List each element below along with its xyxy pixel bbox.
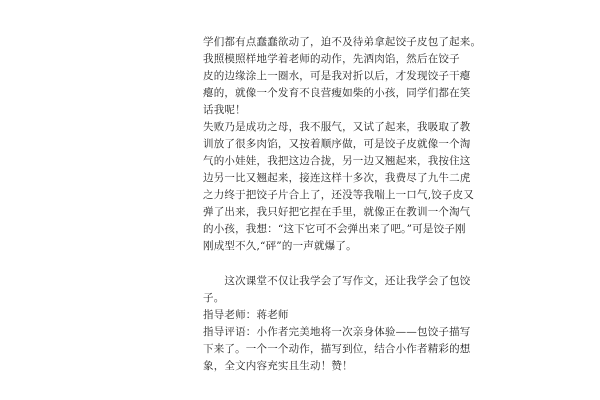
- essay-line: 皮的边缘涂上一圈水，可是我对折以后，才发现饺子干瘪: [203, 70, 471, 82]
- essay-line: 刚成型不久,“砰”的一声就爆了。: [203, 240, 357, 252]
- essay-line: 这次课堂不仅让我学会了写作文，还让我学会了包饺: [203, 275, 471, 287]
- essay-line: 的小孩，我想：“这下它可不会弹出来了吧。”可是饺子刚: [203, 223, 466, 235]
- essay-line: 失败乃是成功之母，我不服气，又试了起来，我吸取了教: [203, 121, 471, 133]
- essay-line: 弹了出来，我只好把它捏在手里，就像正在教训一个淘气: [203, 206, 471, 218]
- essay-line: 我照模照样地学着老师的动作，先洒肉馅，然后在饺子: [203, 53, 460, 65]
- essay-line: 边另一比又翘起来，接连这样十多次，我费尽了九牛二虎: [203, 172, 471, 184]
- essay-line: 之力终于把饺子片合上了，还没等我喘上一口气,饺子皮又: [203, 189, 475, 201]
- teacher-line: 指导老师：蒋老师: [203, 309, 289, 321]
- essay-line: 气的小娃娃，我把这边合拢，另一边又翘起来，我按住这: [203, 155, 471, 167]
- essay-line: 子。: [203, 292, 225, 304]
- essay-line: 话我呢！: [203, 104, 246, 116]
- essay-line: 瘪的，就像一个发育不良营瘦如柴的小孩，同学们都在笑: [203, 87, 471, 99]
- essay-line: 学们都有点蠢蠢欲动了，迫不及待弟拿起饺子皮包了起来。: [203, 36, 482, 48]
- comment-line: 下来了。一个一个动作，描写到位，结合小作者精彩的想: [203, 343, 471, 355]
- comment-line: 指导评语：小作者完美地将一次亲身体验——包饺子描写: [203, 326, 471, 338]
- comment-line: 象，全文内容充实且生动！赞！: [203, 360, 353, 372]
- essay-line: 训放了很多肉馅，又按着顺序做，可是饺子皮就像一个淘: [203, 138, 471, 150]
